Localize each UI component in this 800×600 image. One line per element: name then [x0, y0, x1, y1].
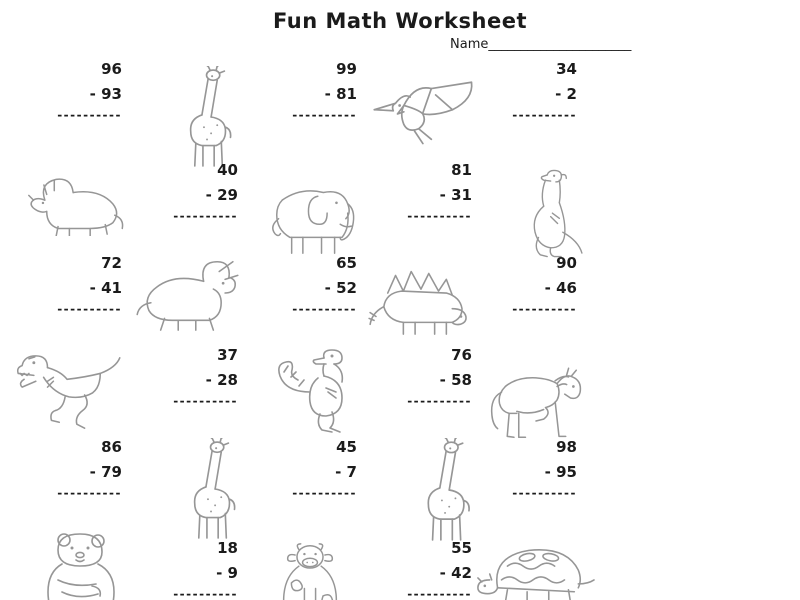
problem-81-minus-31	[352, 163, 472, 222]
answer-line: ----------	[292, 302, 357, 316]
minuend: 40	[217, 161, 238, 179]
minuend: 96	[101, 60, 122, 78]
problem-40-minus-29	[118, 163, 238, 222]
subtrahend: - 93	[89, 85, 122, 103]
minuend: 72	[101, 254, 122, 272]
minuend: 76	[451, 346, 472, 364]
name-blank-line: ______________________	[488, 37, 632, 52]
minuend: 86	[101, 438, 122, 456]
subtrahend: - 41	[89, 279, 122, 297]
name-field	[450, 37, 631, 52]
problem-72-minus-41	[2, 256, 122, 315]
problem-65-minus-52	[237, 256, 357, 315]
answer-line: ----------	[407, 209, 472, 223]
answer-line: ----------	[512, 108, 577, 122]
problem-90-minus-46	[457, 256, 577, 315]
subtrahend: - 42	[439, 564, 472, 582]
minuend: 55	[451, 539, 472, 557]
minuend: 18	[217, 539, 238, 557]
subtrahend: - 81	[324, 85, 357, 103]
problem-34-minus-2	[457, 62, 577, 121]
problem-96-minus-93	[2, 62, 122, 121]
minuend: 98	[556, 438, 577, 456]
name-label: Name	[450, 37, 489, 52]
answer-line: ----------	[57, 302, 122, 316]
subtrahend: - 95	[544, 463, 577, 481]
problem-55-minus-42	[352, 541, 472, 600]
answer-line: ----------	[173, 394, 238, 408]
subtrahend: - 46	[544, 279, 577, 297]
subtrahend: - 29	[205, 186, 238, 204]
answer-line: ----------	[407, 394, 472, 408]
raptor-clipart	[258, 348, 366, 442]
subtrahend: - 79	[89, 463, 122, 481]
answer-line: ----------	[512, 302, 577, 316]
minuend: 45	[336, 438, 357, 456]
subtrahend: - 2	[555, 85, 577, 103]
problem-86-minus-79	[2, 440, 122, 499]
subtrahend: - 31	[439, 186, 472, 204]
answer-line: ----------	[173, 587, 238, 600]
triceratops-charging-clipart	[134, 252, 240, 334]
giraffe-clipart	[178, 438, 242, 540]
problem-76-minus-58	[352, 348, 472, 407]
minuend: 65	[336, 254, 357, 272]
problem-98-minus-95	[457, 440, 577, 499]
subtrahend: - 9	[216, 564, 238, 582]
giraffe-clipart	[174, 66, 238, 168]
subtrahend: - 52	[324, 279, 357, 297]
subtrahend: - 58	[439, 371, 472, 389]
minuend: 34	[556, 60, 577, 78]
minuend: 81	[451, 161, 472, 179]
horse-clipart	[480, 352, 592, 444]
answer-line: ----------	[292, 108, 357, 122]
answer-line: ----------	[173, 209, 238, 223]
hadrosaur-clipart	[516, 168, 594, 260]
answer-line: ----------	[512, 486, 577, 500]
minuend: 90	[556, 254, 577, 272]
subtrahend: - 28	[205, 371, 238, 389]
answer-line: ----------	[57, 486, 122, 500]
answer-line: ----------	[57, 108, 122, 122]
page-title: Fun Math Worksheet	[272, 9, 528, 33]
stegosaurus-clipart	[368, 252, 470, 338]
triceratops-clipart	[24, 168, 128, 236]
subtrahend: - 7	[335, 463, 357, 481]
problem-37-minus-28	[118, 348, 238, 407]
problem-45-minus-7	[237, 440, 357, 499]
tyrannosaurus-clipart	[14, 350, 124, 434]
answer-line: ----------	[407, 587, 472, 600]
problem-99-minus-81	[237, 62, 357, 121]
answer-line: ----------	[292, 486, 357, 500]
problem-18-minus-9	[118, 541, 238, 600]
minuend: 99	[336, 60, 357, 78]
ankylosaurus-clipart	[472, 536, 596, 600]
minuend: 37	[217, 346, 238, 364]
cow-clipart	[260, 542, 360, 600]
